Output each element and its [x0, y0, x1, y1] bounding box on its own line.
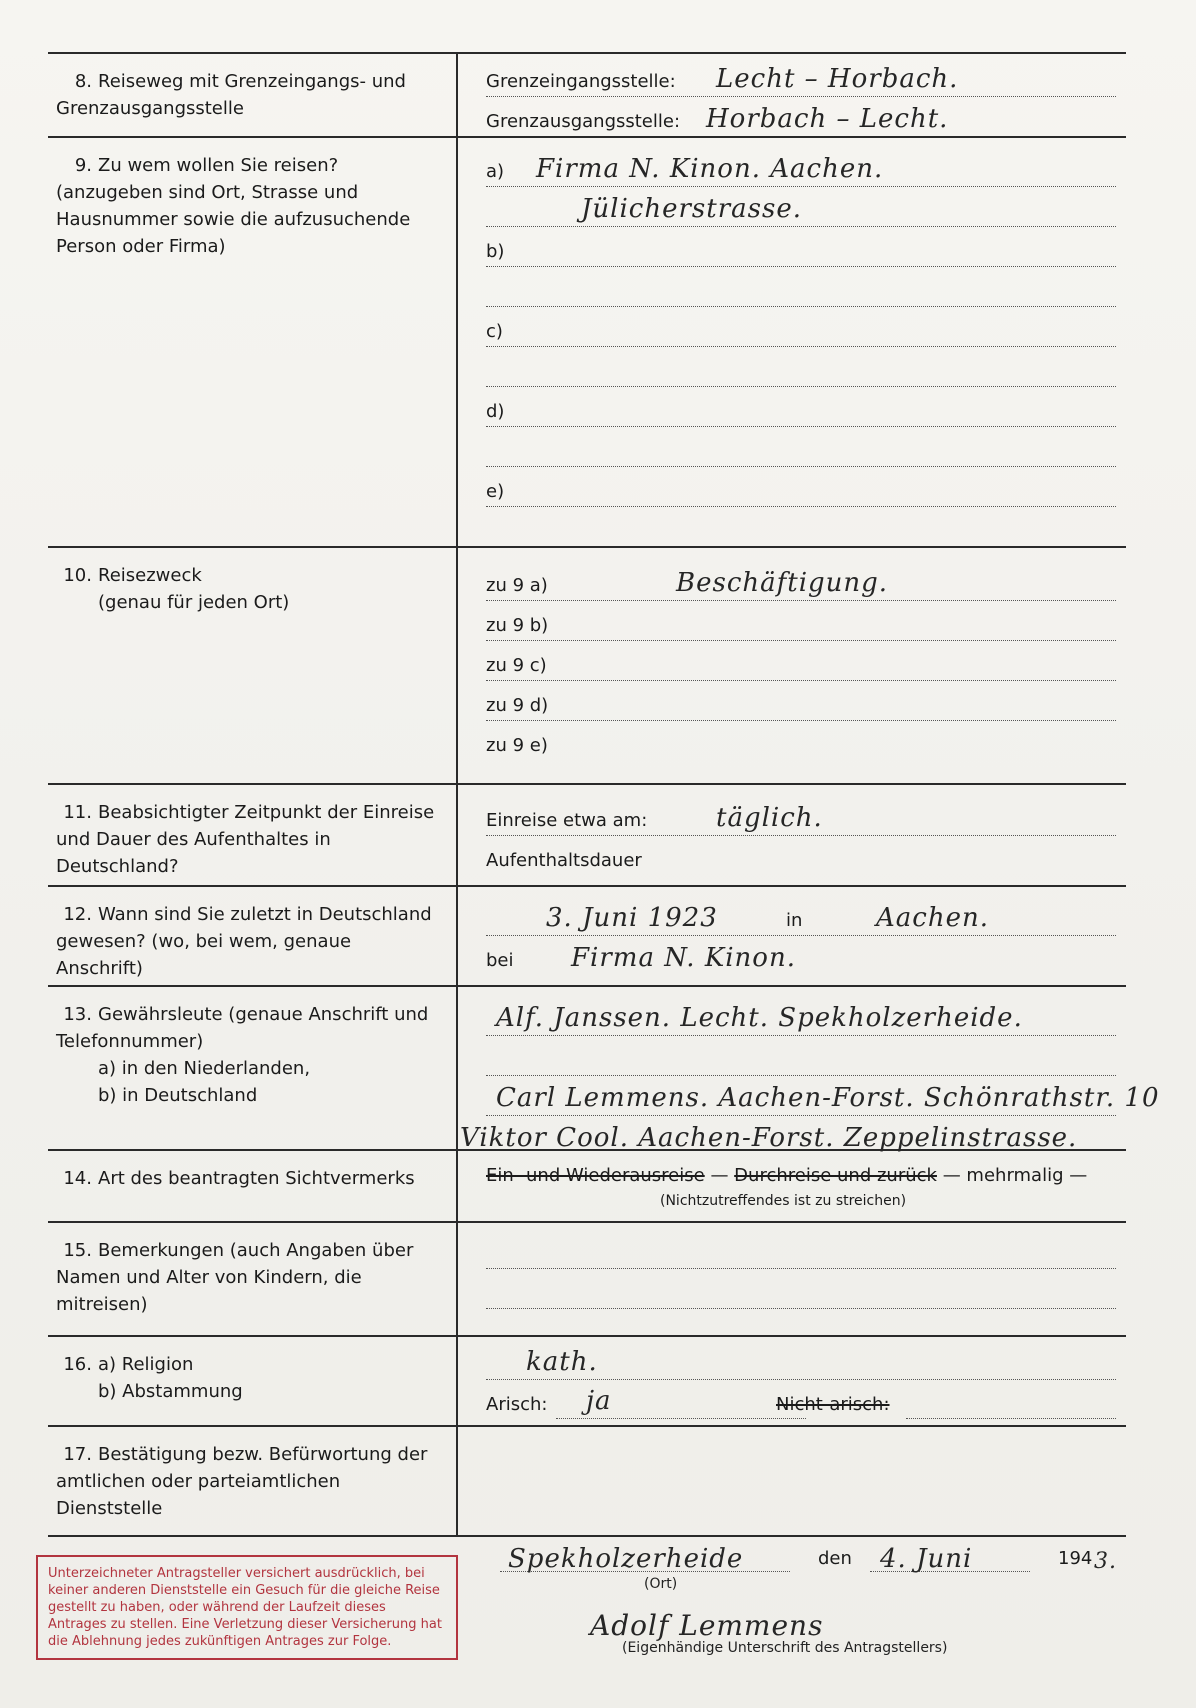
footer-place-date	[480, 1540, 1130, 1590]
visa-option-entry-reentry[interactable]: Ein- und Wiederausreise	[486, 1165, 705, 1186]
entry-point-label: Grenzeingangsstelle:	[486, 71, 676, 92]
question-number: 9.	[74, 155, 92, 176]
destination-a-line-2[interactable]	[486, 186, 1116, 227]
arisch-field[interactable]	[556, 1388, 806, 1419]
question-number: 10.	[63, 565, 92, 586]
question-13-answer-cell	[460, 987, 1160, 1153]
stay-duration-line[interactable]	[486, 835, 1116, 875]
purpose-a-value[interactable]: Beschäftigung.	[676, 568, 889, 598]
question-8-answer-cell	[460, 54, 1126, 136]
religion-label: a) Religion	[98, 1354, 194, 1375]
question-14-row	[48, 1151, 1126, 1223]
signature-caption: (Eigenhändige Unterschrift des Antragstellers)	[622, 1640, 948, 1656]
question-10-label: Reisezweck	[98, 565, 202, 586]
question-13-row	[48, 987, 1160, 1153]
destination-b-label: b)	[486, 241, 505, 262]
question-10-sublabel: (genau für jeden Ort)	[98, 592, 290, 613]
entry-point-value[interactable]: Lecht – Horbach.	[716, 64, 959, 94]
guarantor-value-1[interactable]: Alf. Janssen. Lecht. Spekholzerheide.	[496, 1003, 1023, 1033]
last-visit-date-line[interactable]	[486, 895, 1116, 936]
question-14-label-cell	[48, 1151, 458, 1221]
last-visit-host-line[interactable]	[486, 935, 1116, 975]
question-15-label-cell	[48, 1223, 458, 1335]
destination-b-line-2[interactable]	[486, 266, 1116, 307]
question-13-label-cell	[48, 987, 458, 1149]
question-13-sub-a: a) in den Niederlanden,	[98, 1058, 311, 1079]
destination-a-label: a)	[486, 161, 505, 182]
guarantor-value-3[interactable]: Viktor Cool. Aachen-Forst. Zeppelinstrasse.	[460, 1123, 1078, 1153]
exit-point-value[interactable]: Horbach – Lecht.	[706, 104, 949, 134]
question-14-label: Art des beantragten Sichtvermerks	[98, 1168, 415, 1189]
question-17-label: Bestätigung bezw. Befürwortung der amtlichen oder parteiamtlichen Dienststelle	[56, 1444, 428, 1519]
question-12-answer-cell	[460, 887, 1126, 985]
ancestry-label: b) Abstammung	[98, 1381, 243, 1402]
question-15-row	[48, 1223, 1126, 1337]
religion-value[interactable]: kath.	[526, 1347, 598, 1377]
question-8-label-cell	[48, 54, 458, 136]
guarantor-line-4[interactable]	[460, 1115, 1116, 1155]
question-15-answer-cell	[460, 1223, 1126, 1335]
destination-c-line[interactable]	[486, 306, 1116, 347]
destination-e-line[interactable]	[486, 466, 1116, 507]
visa-option-transit[interactable]: Durchreise und zurück	[734, 1165, 937, 1186]
guarantor-value-2[interactable]: Carl Lemmens. Aachen-Forst. Schönrathstr. 10	[496, 1083, 1160, 1113]
question-number: 13.	[63, 1004, 92, 1025]
destination-a-value[interactable]: Firma N. Kinon. Aachen.	[536, 154, 884, 184]
question-9-row	[48, 138, 1126, 548]
destination-d-label: d)	[486, 401, 505, 422]
question-16-row	[48, 1337, 1126, 1427]
option-separator: —	[710, 1165, 729, 1186]
question-number: 15.	[63, 1240, 92, 1261]
question-8-label: Reiseweg mit Grenzeingangs- und Grenzausgangsstelle	[56, 71, 406, 119]
declaration-text: Unterzeichneter Antragsteller versichert ausdrücklich, bei keiner anderen Dienststelle ein Gesuch für die gleiche Reise gestellt zu haben, oder während der Laufzeit dieses Antrages zu stellen. Eine Verletzung dieser Versicherung hat die Ablehnung jedes zukünftigen Antrages zur Folge.	[48, 1566, 442, 1649]
question-17-label-cell	[48, 1427, 458, 1535]
arisch-value[interactable]: ja	[586, 1386, 612, 1416]
purpose-d-label: zu 9 d)	[486, 695, 549, 716]
question-12-label: Wann sind Sie zuletzt in Deutschland gewesen? (wo, bei wem, genaue Anschrift)	[56, 904, 432, 979]
visa-type-note: (Nichtzutreffendes ist zu streichen)	[660, 1193, 907, 1209]
purpose-a-line[interactable]	[486, 560, 1116, 601]
question-10-row	[48, 548, 1126, 785]
guarantor-line-1[interactable]	[486, 995, 1116, 1036]
nicht-arisch-label: Nicht-arisch:	[776, 1394, 890, 1415]
question-10-label-cell	[48, 548, 458, 783]
exit-point-line[interactable]	[486, 96, 1116, 136]
question-10-answer-cell	[460, 548, 1126, 783]
destination-a-line[interactable]	[486, 146, 1116, 187]
year-prefix: 194	[1058, 1548, 1093, 1569]
destination-d-line-2[interactable]	[486, 426, 1116, 467]
religion-line[interactable]	[486, 1339, 1116, 1380]
purpose-c-line[interactable]	[486, 640, 1116, 681]
question-13-sub-b: b) in Deutschland	[98, 1085, 258, 1106]
date-value[interactable]: 4. Juni	[880, 1544, 973, 1574]
applicant-declaration-note	[36, 1555, 458, 1660]
purpose-a-label: zu 9 a)	[486, 575, 548, 596]
purpose-e-line[interactable]	[486, 720, 1116, 760]
question-14-answer-cell	[460, 1151, 1126, 1221]
entry-date-value[interactable]: täglich.	[716, 803, 823, 833]
application-form-table	[48, 52, 1160, 1537]
remarks-line-1[interactable]	[486, 1228, 1116, 1269]
question-number: 16.	[63, 1354, 92, 1375]
purpose-e-label: zu 9 e)	[486, 735, 548, 756]
guarantor-line-2[interactable]	[486, 1035, 1116, 1076]
purpose-d-line[interactable]	[486, 680, 1116, 721]
stay-duration-label: Aufenthaltsdauer	[486, 850, 642, 871]
destination-c-line-2[interactable]	[486, 346, 1116, 387]
question-13-label: Gewährsleute (genaue Anschrift und Telefonnummer)	[56, 1004, 429, 1052]
visa-type-options	[486, 1165, 1087, 1186]
question-15-label: Bemerkungen (auch Angaben über Namen und Alter von Kindern, die mitreisen)	[56, 1240, 414, 1315]
purpose-b-label: zu 9 b)	[486, 615, 549, 636]
destination-d-line[interactable]	[486, 386, 1116, 427]
destination-e-label: e)	[486, 481, 505, 502]
last-visit-host-value[interactable]: Firma N. Kinon.	[571, 943, 796, 973]
entry-point-line[interactable]	[486, 56, 1116, 97]
question-8-row	[48, 52, 1126, 138]
entry-date-line[interactable]	[486, 795, 1116, 836]
purpose-c-label: zu 9 c)	[486, 655, 547, 676]
purpose-b-line[interactable]	[486, 600, 1116, 641]
question-number: 11.	[63, 802, 92, 823]
den-label: den	[818, 1548, 852, 1569]
question-16-label-cell	[48, 1337, 458, 1425]
question-11-row	[48, 785, 1126, 887]
bei-label: bei	[486, 950, 514, 971]
question-number: 14.	[63, 1168, 92, 1189]
last-visit-place-value[interactable]: Aachen.	[876, 903, 989, 933]
question-11-answer-cell	[460, 785, 1126, 885]
year-suffix[interactable]: 3.	[1094, 1549, 1117, 1574]
question-11-label-cell	[48, 785, 458, 885]
applicant-signature[interactable]: Adolf Lemmens	[590, 1609, 824, 1642]
arisch-label: Arisch:	[486, 1394, 548, 1415]
nicht-arisch-field[interactable]	[906, 1388, 1116, 1419]
visa-option-multiple[interactable]: mehrmalig —	[966, 1165, 1088, 1186]
question-9-label-cell	[48, 138, 458, 546]
question-9-label: Zu wem wollen Sie reisen? (anzugeben sind Ort, Strasse und Hausnummer sowie die aufzusuchende Person oder Firma)	[56, 155, 411, 257]
question-17-row	[48, 1427, 1126, 1537]
guarantor-line-3[interactable]	[486, 1075, 1160, 1116]
destination-b-line[interactable]	[486, 226, 1116, 267]
ort-caption: (Ort)	[644, 1576, 678, 1592]
option-separator: —	[942, 1165, 961, 1186]
place-value[interactable]: Spekholzerheide	[508, 1544, 744, 1574]
last-visit-date-value[interactable]: 3. Juni 1923	[546, 903, 718, 933]
question-17-answer-cell[interactable]	[460, 1427, 1126, 1535]
question-12-row	[48, 887, 1126, 987]
question-number: 17.	[63, 1444, 92, 1465]
question-number: 8.	[74, 71, 92, 92]
remarks-line-2[interactable]	[486, 1268, 1116, 1309]
entry-date-label: Einreise etwa am:	[486, 810, 648, 831]
question-number: 12.	[63, 904, 92, 925]
ancestry-line	[486, 1379, 1116, 1419]
question-9-answer-cell	[460, 138, 1126, 546]
in-label: in	[786, 910, 803, 931]
destination-a-value-2[interactable]: Jülicherstrasse.	[581, 194, 802, 224]
exit-point-label: Grenzausgangsstelle:	[486, 111, 681, 132]
question-16-answer-cell	[460, 1337, 1126, 1425]
question-12-label-cell	[48, 887, 458, 985]
destination-c-label: c)	[486, 321, 503, 342]
question-11-label: Beabsichtigter Zeitpunkt der Einreise und Dauer des Aufenthaltes in Deutschland?	[56, 802, 435, 877]
